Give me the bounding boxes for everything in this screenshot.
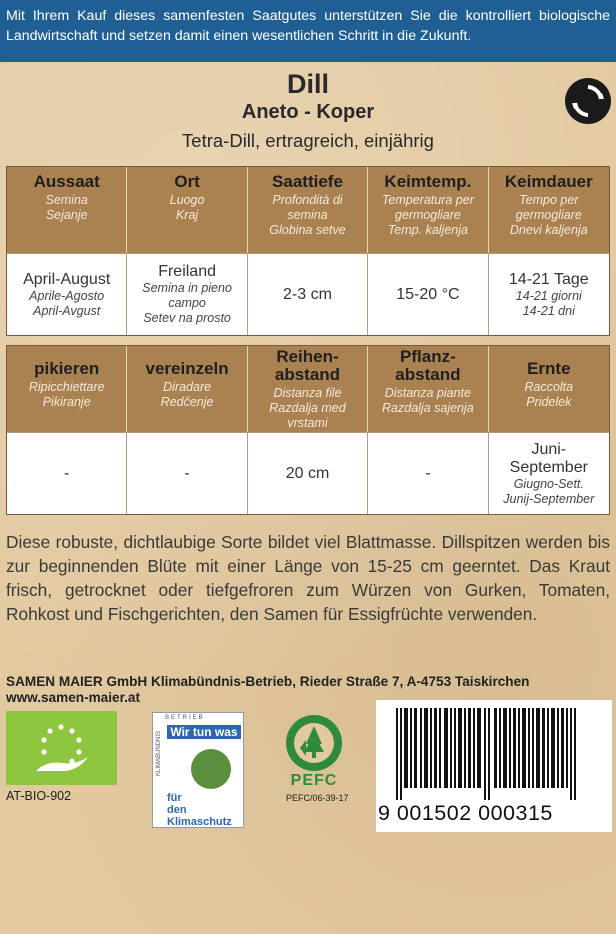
value-vereinzeln xyxy=(127,432,247,514)
klima-side-label: KLIMABÜNDNIS xyxy=(156,731,162,777)
header-name: Reihen- abstand xyxy=(274,347,341,384)
eu-organic-leaf-logo xyxy=(6,711,117,785)
klima-top-label: BETRIEB xyxy=(165,715,205,721)
product-heading xyxy=(0,68,616,154)
header-reihenabstand xyxy=(248,346,368,432)
value-keimdauer xyxy=(489,253,609,335)
organic-notice-text: Mit Ihrem Kauf dieses samenfesten Saatgutes unterstützen Sie die kontrolliert biologische Landwirtschaft und setzen damit einen wesentlichen Schritt in die Zukunft. xyxy=(6,8,610,44)
header-name: Aussaat xyxy=(33,172,100,191)
value-sub: Giugno-Sett. Junij-September xyxy=(503,476,595,506)
value-sub: 14-21 giorni 14-21 dni xyxy=(515,288,582,318)
care-table xyxy=(6,345,610,515)
sowing-table xyxy=(6,166,610,336)
header-pikieren xyxy=(7,346,127,432)
globe-icon xyxy=(191,749,231,789)
value-main: April-August xyxy=(23,270,111,288)
header-keimtemp xyxy=(368,167,488,253)
value-main: 2-3 cm xyxy=(283,285,332,303)
value-main: 15-20 °C xyxy=(396,285,460,303)
header-sub: Ripicchiettare Pikiranje xyxy=(28,380,105,409)
value-saattiefe xyxy=(248,253,368,335)
value-main: - xyxy=(184,464,190,482)
value-main: 14-21 Tage xyxy=(508,270,589,288)
klimabuendnis-logo xyxy=(152,712,244,828)
header-name: Keimtemp. xyxy=(384,172,472,191)
klima-slogan-2: für den Klimaschutz xyxy=(167,792,232,828)
header-pflanzabstand xyxy=(368,346,488,432)
header-ort xyxy=(127,167,247,253)
barcode-number: 9 001502 000315 xyxy=(378,801,553,825)
header-sub: Semina Sejanje xyxy=(45,193,88,222)
value-ernte xyxy=(489,432,609,514)
header-keimdauer xyxy=(489,167,609,253)
value-main: - xyxy=(64,464,70,482)
pefc-logo xyxy=(276,712,352,790)
company-website: www.samen-maier.at xyxy=(6,690,140,705)
pefc-code: PEFC/06-39-17 xyxy=(286,793,349,803)
value-reihenabstand xyxy=(248,432,368,514)
header-sub: Tempo per germogliare Dnevi kaljenja xyxy=(509,193,588,237)
pefc-label: PEFC xyxy=(290,772,338,789)
value-main: 20 cm xyxy=(285,464,330,482)
eu-organic-code: AT-BIO-902 xyxy=(6,789,72,803)
header-ernte xyxy=(489,346,609,432)
value-ort xyxy=(127,253,247,335)
product-subtitle: Aneto - Koper xyxy=(241,101,375,123)
header-aussaat xyxy=(7,167,127,253)
header-saattiefe xyxy=(248,167,368,253)
recycle-icon xyxy=(565,78,611,124)
header-name: vereinzeln xyxy=(145,359,229,378)
header-vereinzeln xyxy=(127,346,247,432)
value-main: - xyxy=(425,464,431,482)
value-sub: Aprile-Agosto April-Avgust xyxy=(29,288,105,318)
product-tagline: Tetra-Dill, ertragreich, einjährig xyxy=(182,130,434,151)
header-sub: Distanza file Razdalja med vrstami xyxy=(269,386,346,430)
header-name: Ort xyxy=(174,172,200,191)
value-aussaat xyxy=(7,253,127,335)
company-address: SAMEN MAIER GmbH Klimabündnis-Betrieb, Rieder Straße 7, A-4753 Taiskirchen xyxy=(6,674,530,689)
header-sub: Diradare Redčenje xyxy=(160,380,214,409)
header-sub: Profondità di semina Globina setve xyxy=(269,193,346,237)
header-name: Ernte xyxy=(527,359,571,378)
header-name: pikieren xyxy=(34,359,100,378)
header-sub: Distanza piante Razdalja sajenja xyxy=(382,386,474,415)
value-main: Juni- September xyxy=(509,440,588,476)
value-sub: Semina in pieno campo Setev na prosto xyxy=(142,281,232,325)
value-keimtemp xyxy=(368,253,488,335)
value-pikieren xyxy=(7,432,127,514)
header-sub: Luogo Kraj xyxy=(169,193,205,222)
organic-notice-banner xyxy=(0,0,616,62)
header-sub: Raccolta Pridelek xyxy=(524,380,574,409)
header-name: Keimdauer xyxy=(504,172,593,191)
variety-description: Diese robuste, dichtlaubige Sorte bildet viel Blattmasse. Dillspitzen werden bis zur beginnenden Blüte mit einer Länge von 15-25 cm geerntet. Das Kraut frisch, getrocknet oder tiefgefroren zum Würzen von Gurken, Tomaten, Rohkost und Fischgerichten, den Samen für Essigfrüchte verwenden. xyxy=(6,532,610,624)
header-name: Saattiefe xyxy=(272,172,343,191)
barcode-bars xyxy=(376,700,612,800)
value-pflanzabstand xyxy=(368,432,488,514)
klima-slogan: Wir tun was xyxy=(167,725,241,739)
value-main: Freiland xyxy=(158,263,216,280)
product-title: Dill xyxy=(286,69,329,99)
header-name: Pflanz- abstand xyxy=(395,347,461,384)
header-sub: Temperatura per germogliare Temp. kaljenja xyxy=(381,193,474,237)
